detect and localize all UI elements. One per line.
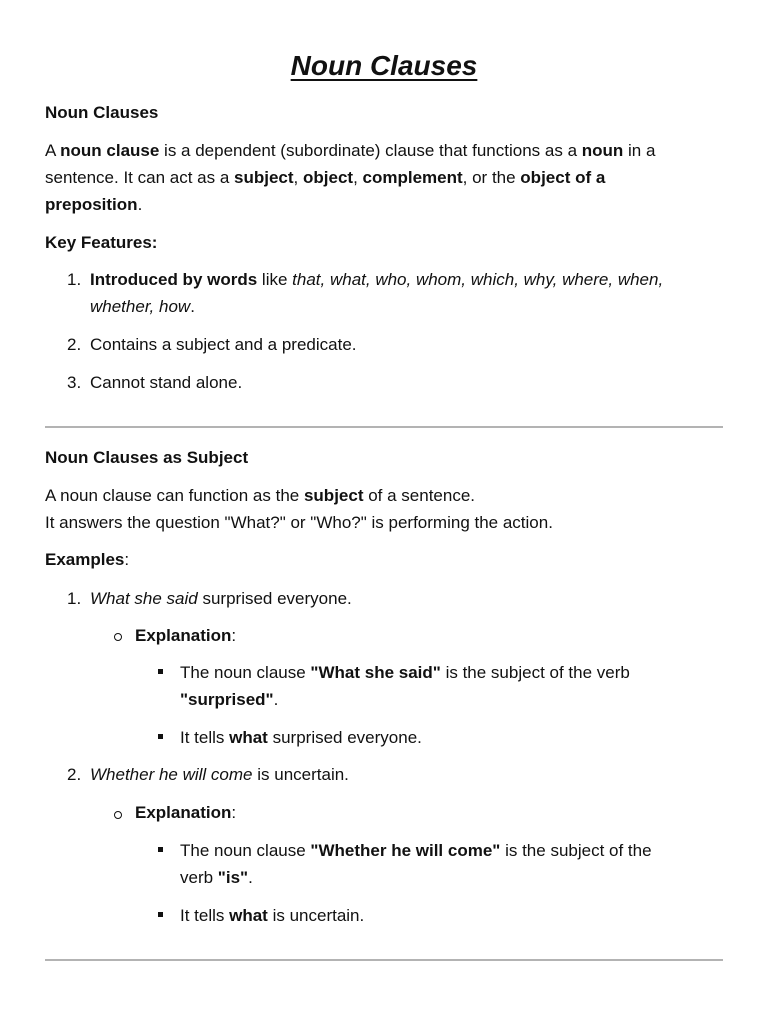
section-divider — [45, 959, 723, 961]
explanation-2-line-1: The noun clause "Whether he will come" is the subject of the — [180, 841, 652, 860]
feature-item-3: Cannot stand alone. — [90, 373, 243, 392]
intro-line-3: preposition. — [45, 195, 143, 214]
square-bullet-icon — [158, 847, 163, 852]
section-heading-subject: Noun Clauses as Subject — [45, 448, 249, 467]
list-number: 1. — [67, 589, 82, 608]
list-number: 3. — [67, 373, 82, 392]
circle-bullet-icon — [114, 811, 122, 819]
example-1: What she said surprised everyone. — [90, 589, 352, 608]
examples-label: Examples: — [45, 550, 130, 569]
explanation-2-item-2: It tells what is uncertain. — [180, 906, 365, 925]
feature-item-2: Contains a subject and a predicate. — [90, 335, 357, 354]
intro-line-1: A noun clause is a dependent (subordinate) clause that functions as a noun in a — [45, 141, 656, 160]
subject-para-line-2: It answers the question "What?" or "Who?" is performing the action. — [45, 513, 553, 532]
section-divider — [45, 426, 723, 428]
list-number: 2. — [67, 335, 82, 354]
explanation-1-line-2: "surprised". — [180, 690, 279, 709]
square-bullet-icon — [158, 669, 163, 674]
key-features-heading: Key Features: — [45, 233, 158, 252]
explanation-1-item-2: It tells what surprised everyone. — [180, 728, 422, 747]
section-heading-noun-clauses: Noun Clauses — [45, 103, 159, 122]
list-number: 2. — [67, 765, 82, 784]
explanation-2-line-2: verb "is". — [180, 868, 253, 887]
example-2: Whether he will come is uncertain. — [90, 765, 349, 784]
explanation-1-line-1: The noun clause "What she said" is the subject of the verb — [180, 663, 630, 682]
page-title: Noun Clauses — [290, 50, 478, 81]
square-bullet-icon — [158, 912, 163, 917]
circle-bullet-icon — [114, 633, 122, 641]
subject-para-line-1: A noun clause can function as the subject of a sentence. — [45, 486, 476, 505]
list-number: 1. — [67, 270, 82, 289]
explanation-label: Explanation: — [135, 626, 237, 645]
feature-item-1-cont: whether, how. — [90, 297, 195, 316]
square-bullet-icon — [158, 734, 163, 739]
feature-item-1: Introduced by words like that, what, who, whom, which, why, where, when, — [90, 270, 664, 289]
intro-line-2: sentence. It can act as a subject, object, complement, or the object of a — [45, 168, 606, 187]
explanation-label: Explanation: — [135, 803, 237, 822]
